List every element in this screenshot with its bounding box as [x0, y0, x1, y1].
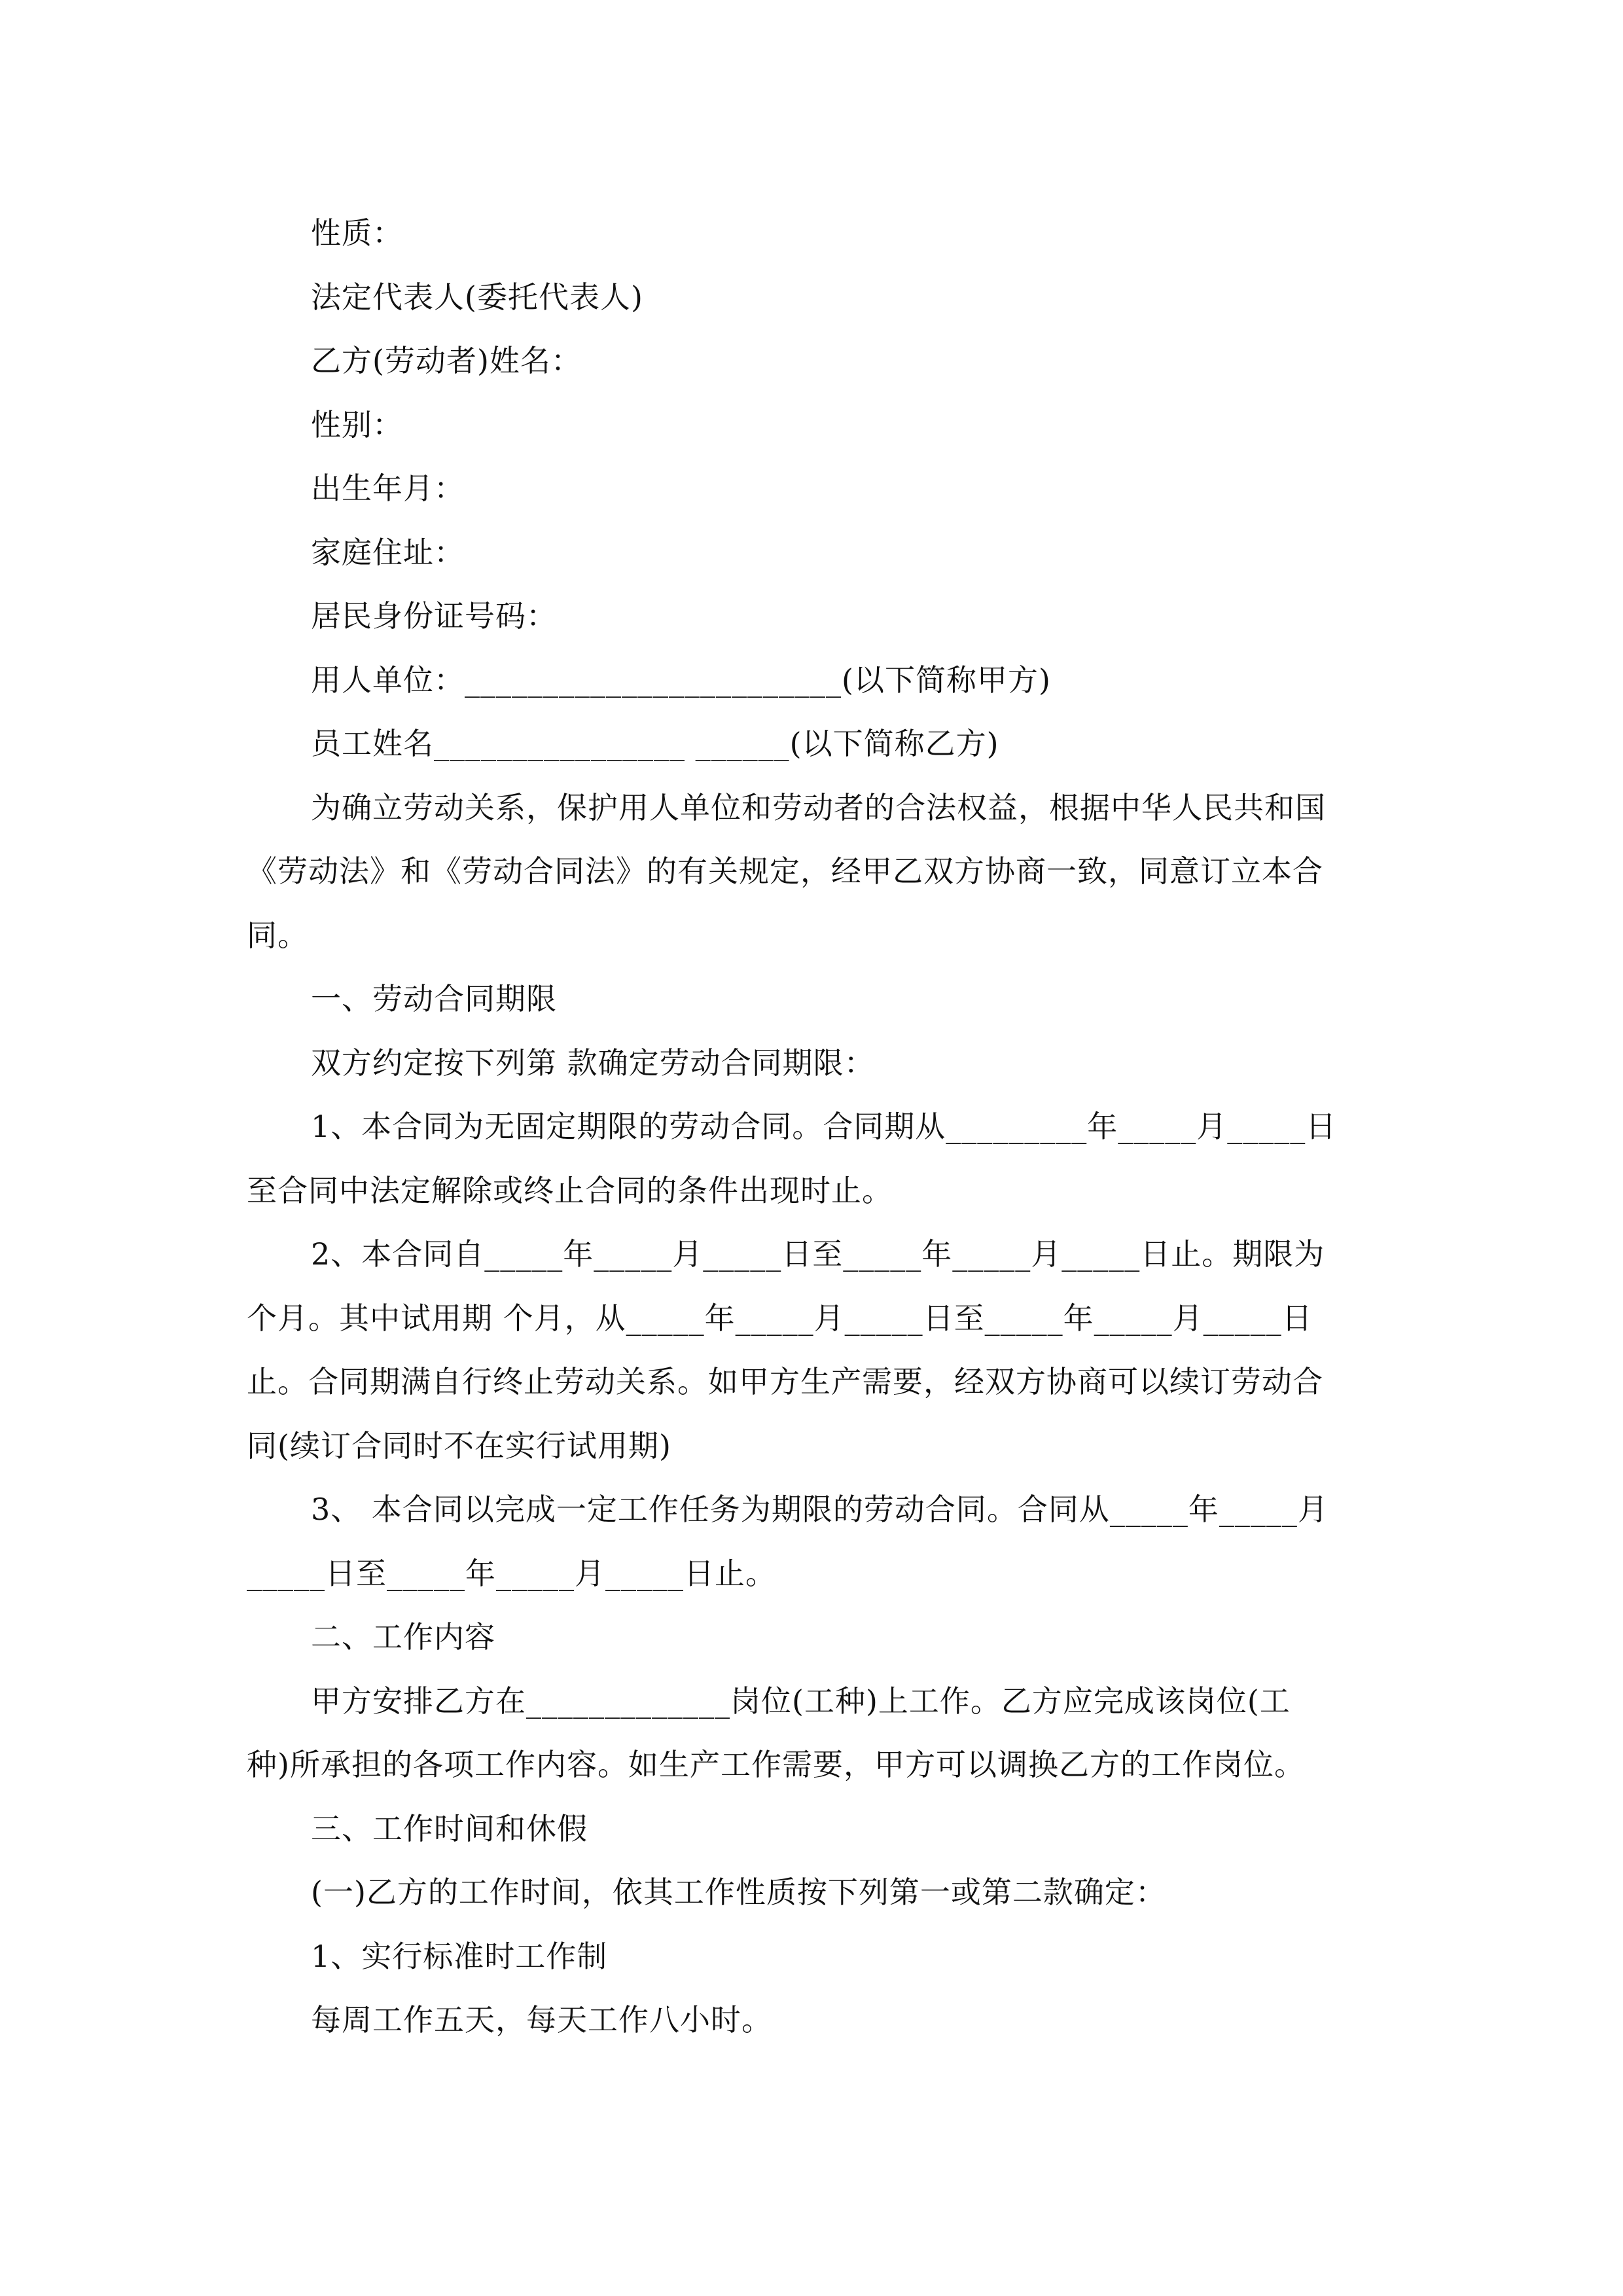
paragraph-line: 个月。其中试用期 个月，从_____年_____月_____日至_____年_____月_____日: [247, 1300, 1313, 1336]
paragraph-line: 同。: [247, 917, 308, 953]
paragraph-line: _____日至_____年_____月_____日止。: [247, 1555, 776, 1591]
text-line: 性别：: [311, 406, 403, 442]
text-line: 性质：: [311, 215, 403, 251]
document-body: [247, 202, 1379, 2053]
text-line: 居民身份证号码：: [311, 598, 557, 634]
text-line: 家庭住址：: [311, 534, 465, 570]
text-line: 乙方(劳动者)姓名：: [311, 343, 582, 378]
section-heading: 二、工作内容: [311, 1619, 495, 1655]
paragraph-line: 止。合同期满自行终止劳动关系。如甲方生产需要，经双方协商可以续订劳动合: [247, 1364, 1323, 1399]
paragraph-line: 《劳动法》和《劳动合同法》的有关规定，经甲乙双方协商一致，同意订立本合: [247, 853, 1323, 889]
paragraph-line: 同(续订合同时不在实行试用期): [247, 1427, 671, 1463]
paragraph-line: 2、本合同自_____年_____月_____日至_____年_____月_____日止。期限为: [311, 1236, 1325, 1272]
paragraph-line: (一)乙方的工作时间，依其工作性质按下列第一或第二款确定：: [311, 1874, 1166, 1910]
text-line: 用人单位：________________________(以下简称甲方): [311, 662, 1051, 698]
paragraph-line: 3、 本合同以完成一定工作任务为期限的劳动合同。合同从_____年_____月: [311, 1492, 1329, 1527]
section-heading: 一、劳动合同期限: [311, 981, 557, 1016]
paragraph-line: 1、本合同为无固定期限的劳动合同。合同期从_________年_____月_____日: [311, 1109, 1337, 1144]
text-line: 员工姓名________________ ______(以下简称乙方): [311, 726, 999, 761]
paragraph-line: 双方约定按下列第 款确定劳动合同期限：: [311, 1045, 875, 1081]
text-line: 法定代表人(委托代表人): [311, 279, 643, 315]
paragraph-line: 至合同中法定解除或终止合同的条件出现时止。: [247, 1172, 893, 1208]
paragraph-line: 甲方安排乙方在_____________岗位(工种)上工作。乙方应完成该岗位(工: [311, 1683, 1291, 1719]
paragraph-line: 1、实行标准时工作制: [311, 1938, 608, 1974]
text-line: 出生年月：: [311, 471, 465, 506]
section-heading: 三、工作时间和休假: [311, 1810, 588, 1846]
paragraph-line: 种)所承担的各项工作内容。如生产工作需要，甲方可以调换乙方的工作岗位。: [247, 1747, 1305, 1782]
paragraph-line: 每周工作五天，每天工作八小时。: [311, 2002, 772, 2037]
paragraph-line: 为确立劳动关系，保护用人单位和劳动者的合法权益，根据中华人民共和国: [311, 789, 1326, 825]
